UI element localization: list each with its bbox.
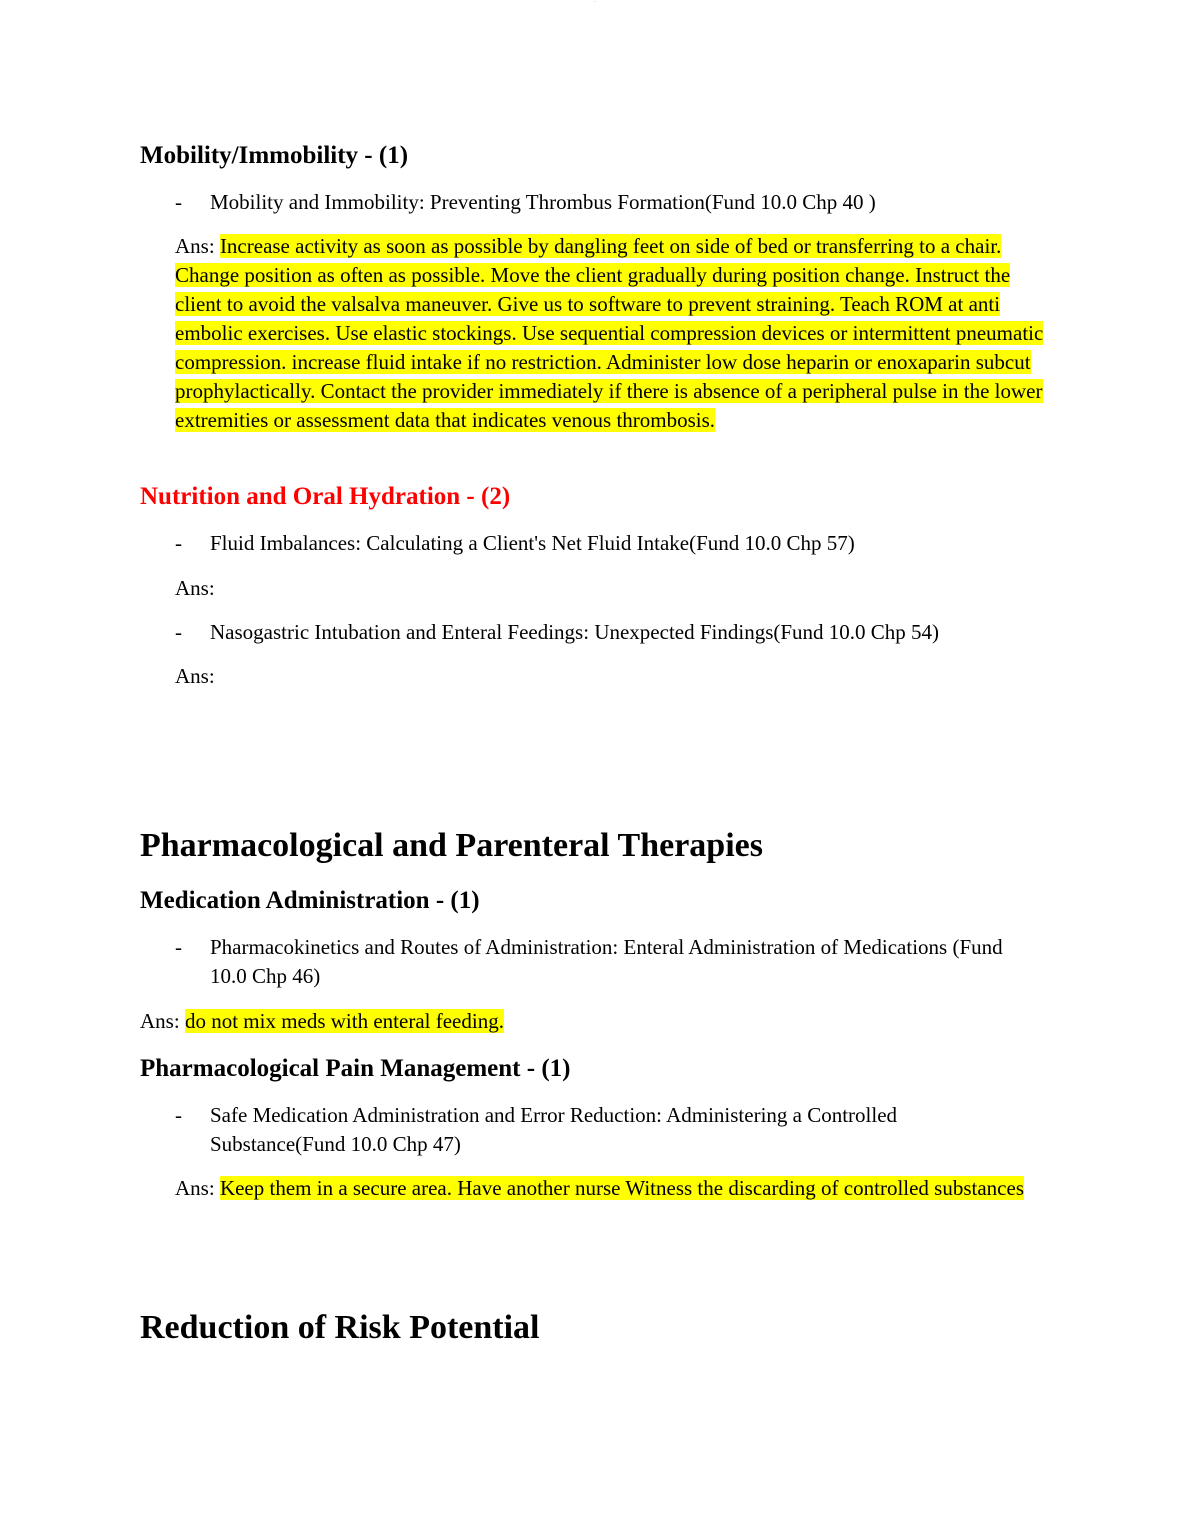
page-header-mark: —: [593, 0, 597, 3]
nutrition-answer-1: Ans:: [175, 576, 215, 600]
bullet-dash: -: [175, 190, 182, 214]
med-admin-heading: Medication Administration - (1): [140, 887, 480, 914]
mobility-answer-text: Increase activity as soon as possible by dangling feet on side of bed or transferring to a chair. Change position as often as possible. Move the client gradually during position change. Instruct the client to avoid the valsalva maneuver. Give us to software to prevent straining. Teach ROM at anti embolic exercises. Use elastic stockings. Use sequential compression devices or intermittent pneumatic compression. increase fluid intake if no restriction. Administer low dose heparin or enoxaparin subcut prophylactically. Contact the provider immediately if there is absence of a peripheral pulse in the lower extremities or assessment data that indicates venous thrombosis.: [175, 234, 1044, 432]
nutrition-item-2-text: Nasogastric Intubation and Enteral Feedings: Unexpected Findings(Fund 10.0 Chp 54): [210, 620, 940, 644]
med-admin-answer: [140, 1007, 1020, 1036]
nutrition-answer-2: Ans:: [175, 664, 215, 688]
bullet-dash: -: [175, 1103, 182, 1127]
nutrition-item-2: [175, 618, 1045, 647]
bullet-dash: -: [175, 935, 182, 959]
pain-mgmt-item: [175, 1101, 995, 1159]
med-admin-item-text: Pharmacokinetics and Routes of Administration: Enteral Administration of Medications (Fund 10.0 Chp 46): [210, 935, 1003, 988]
mobility-item-text: Mobility and Immobility: Preventing Thrombus Formation(Fund 10.0 Chp 40 ): [210, 190, 876, 214]
answer-label: Ans:: [140, 1009, 180, 1033]
answer-label: Ans:: [175, 1176, 215, 1200]
pain-mgmt-answer-text: Keep them in a secure area. Have another nurse Witness the discarding of controlled substances: [219, 1176, 1024, 1200]
pharm-section-title: Pharmacological and Parenteral Therapies: [140, 827, 763, 864]
med-admin-item: [175, 933, 1035, 991]
bullet-dash: -: [175, 531, 182, 555]
nutrition-heading: Nutrition and Oral Hydration - (2): [140, 483, 511, 510]
pain-mgmt-item-text: Safe Medication Administration and Error Reduction: Administering a Controlled Substance(Fund 10.0 Chp 47): [210, 1103, 898, 1156]
nutrition-item-1: [175, 529, 1045, 558]
bullet-dash: -: [175, 620, 182, 644]
answer-label: Ans:: [175, 234, 215, 258]
mobility-item: [175, 188, 1045, 217]
mobility-heading: Mobility/Immobility - (1): [140, 142, 409, 169]
risk-section-title: Reduction of Risk Potential: [140, 1309, 540, 1346]
pain-mgmt-heading: Pharmacological Pain Management - (1): [140, 1055, 571, 1082]
nutrition-item-1-text: Fluid Imbalances: Calculating a Client's Net Fluid Intake(Fund 10.0 Chp 57): [210, 531, 855, 555]
med-admin-answer-text: do not mix meds with enteral feeding.: [184, 1009, 504, 1033]
mobility-answer: [175, 232, 1055, 435]
pain-mgmt-answer: [175, 1174, 1025, 1203]
